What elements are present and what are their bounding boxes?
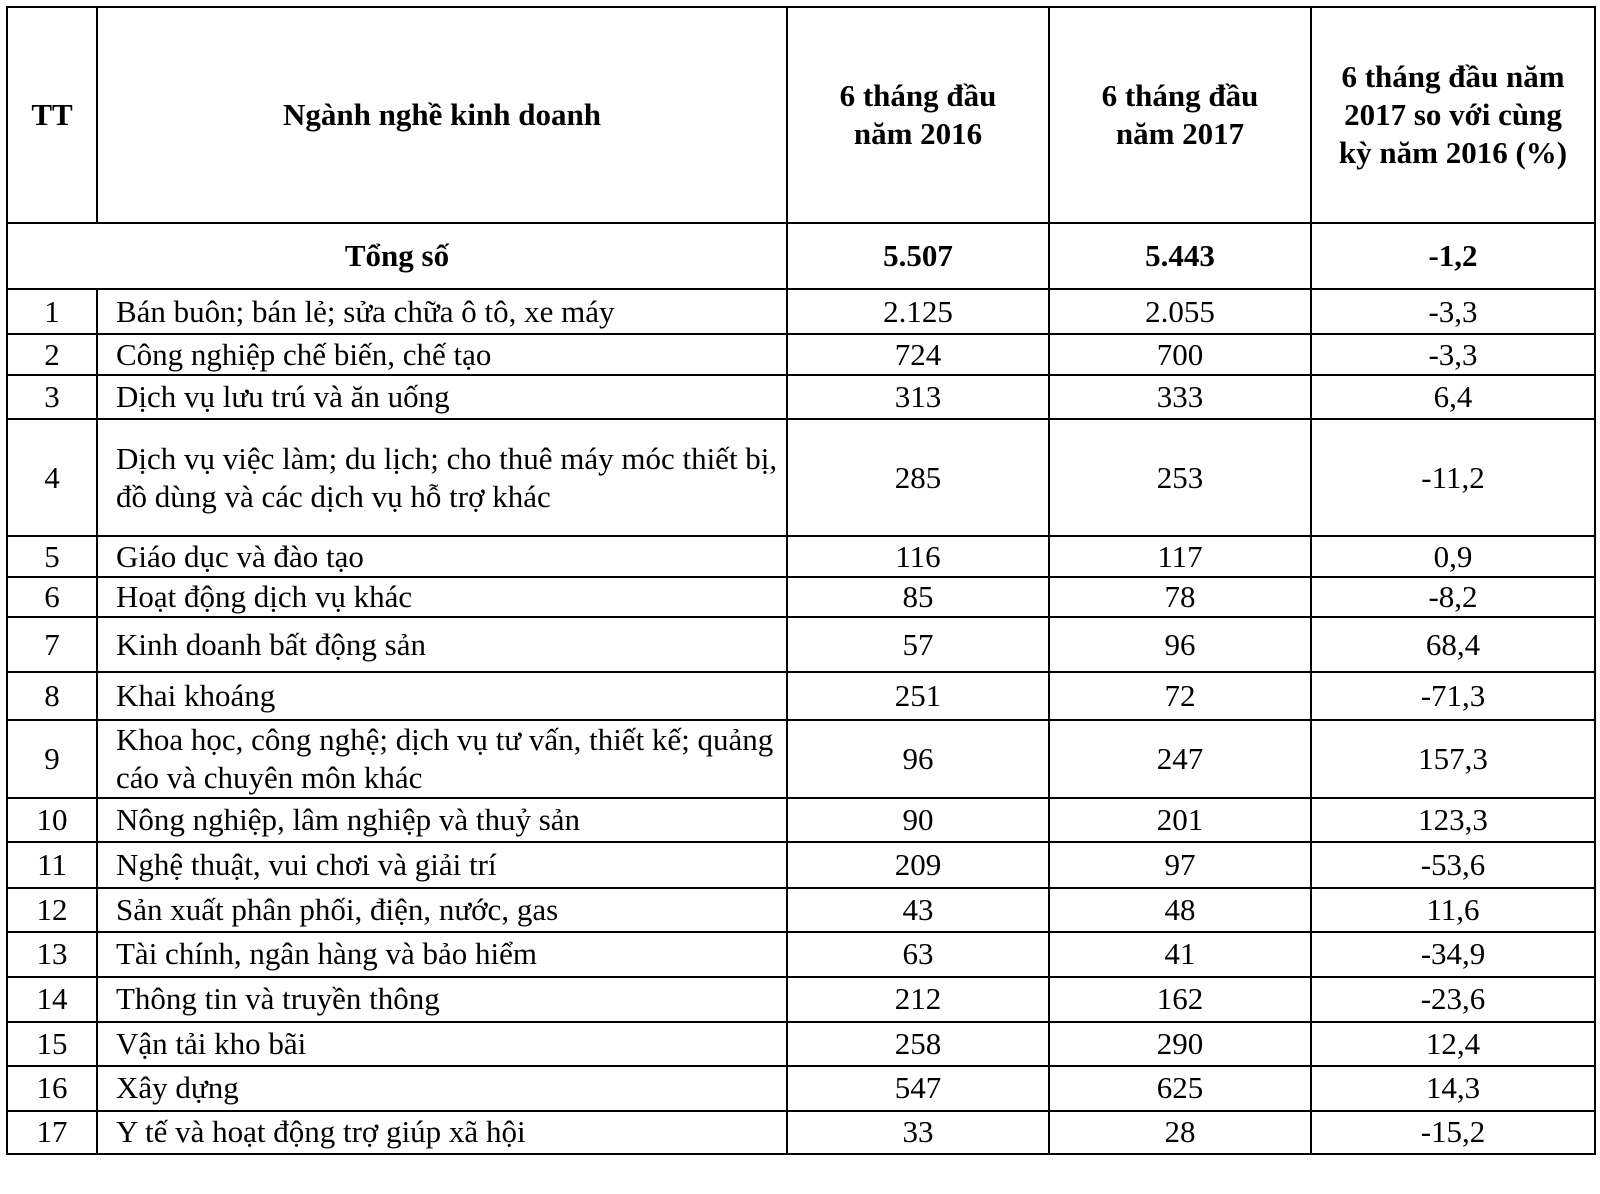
row-change-percent: 157,3 bbox=[1311, 720, 1595, 798]
row-value-2016: 43 bbox=[787, 888, 1049, 932]
col-header-change: 6 tháng đầu năm 2017 so với cùng kỳ năm 2016 (%) bbox=[1311, 7, 1595, 223]
row-industry-name: Thông tin và truyền thông bbox=[97, 977, 787, 1022]
row-value-2016: 57 bbox=[787, 617, 1049, 672]
col-header-2017: 6 tháng đầu năm 2017 bbox=[1049, 7, 1311, 223]
table-row bbox=[7, 977, 1595, 1022]
row-value-2017: 625 bbox=[1049, 1066, 1311, 1111]
row-industry-name: Dịch vụ việc làm; du lịch; cho thuê máy móc thiết bị, đồ dùng và các dịch vụ hỗ trợ khác bbox=[97, 419, 787, 536]
row-change-percent: -53,6 bbox=[1311, 842, 1595, 888]
row-value-2017: 247 bbox=[1049, 720, 1311, 798]
row-value-2016: 2.125 bbox=[787, 289, 1049, 334]
col-header-2016: 6 tháng đầu năm 2016 bbox=[787, 7, 1049, 223]
col-header-industry: Ngành nghề kinh doanh bbox=[97, 7, 787, 223]
row-value-2016: 33 bbox=[787, 1111, 1049, 1154]
total-change: -1,2 bbox=[1311, 223, 1595, 289]
row-industry-name: Khai khoáng bbox=[97, 672, 787, 720]
table-row bbox=[7, 1022, 1595, 1066]
industry-statistics-table bbox=[6, 6, 1596, 1155]
row-value-2017: 290 bbox=[1049, 1022, 1311, 1066]
row-tt: 11 bbox=[7, 842, 97, 888]
col-header-tt: TT bbox=[7, 7, 97, 223]
row-change-percent: -15,2 bbox=[1311, 1111, 1595, 1154]
row-value-2016: 63 bbox=[787, 932, 1049, 977]
table-row bbox=[7, 289, 1595, 334]
row-change-percent: -11,2 bbox=[1311, 419, 1595, 536]
row-change-percent: 6,4 bbox=[1311, 375, 1595, 419]
row-industry-name: Công nghiệp chế biến, chế tạo bbox=[97, 334, 787, 375]
total-row bbox=[7, 223, 1595, 289]
row-value-2017: 700 bbox=[1049, 334, 1311, 375]
row-value-2017: 48 bbox=[1049, 888, 1311, 932]
row-value-2016: 285 bbox=[787, 419, 1049, 536]
row-tt: 4 bbox=[7, 419, 97, 536]
table-row bbox=[7, 419, 1595, 536]
row-industry-name: Hoạt động dịch vụ khác bbox=[97, 577, 787, 617]
row-value-2016: 209 bbox=[787, 842, 1049, 888]
row-change-percent: -8,2 bbox=[1311, 577, 1595, 617]
row-tt: 8 bbox=[7, 672, 97, 720]
row-value-2017: 333 bbox=[1049, 375, 1311, 419]
row-value-2017: 162 bbox=[1049, 977, 1311, 1022]
row-industry-name: Dịch vụ lưu trú và ăn uống bbox=[97, 375, 787, 419]
table-row bbox=[7, 617, 1595, 672]
row-value-2016: 258 bbox=[787, 1022, 1049, 1066]
row-tt: 16 bbox=[7, 1066, 97, 1111]
row-change-percent: 12,4 bbox=[1311, 1022, 1595, 1066]
row-change-percent: -34,9 bbox=[1311, 932, 1595, 977]
row-industry-name: Vận tải kho bãi bbox=[97, 1022, 787, 1066]
row-change-percent: 123,3 bbox=[1311, 798, 1595, 842]
table-row bbox=[7, 1066, 1595, 1111]
row-change-percent: -71,3 bbox=[1311, 672, 1595, 720]
row-industry-name: Khoa học, công nghệ; dịch vụ tư vấn, thiết kế; quảng cáo và chuyên môn khác bbox=[97, 720, 787, 798]
row-value-2016: 251 bbox=[787, 672, 1049, 720]
table-row bbox=[7, 888, 1595, 932]
row-change-percent: 11,6 bbox=[1311, 888, 1595, 932]
row-value-2017: 41 bbox=[1049, 932, 1311, 977]
table-row bbox=[7, 334, 1595, 375]
row-change-percent: -3,3 bbox=[1311, 289, 1595, 334]
table-row bbox=[7, 672, 1595, 720]
row-tt: 3 bbox=[7, 375, 97, 419]
row-industry-name: Nghệ thuật, vui chơi và giải trí bbox=[97, 842, 787, 888]
row-value-2017: 97 bbox=[1049, 842, 1311, 888]
row-value-2016: 313 bbox=[787, 375, 1049, 419]
row-value-2017: 253 bbox=[1049, 419, 1311, 536]
row-value-2016: 96 bbox=[787, 720, 1049, 798]
row-tt: 13 bbox=[7, 932, 97, 977]
row-value-2017: 28 bbox=[1049, 1111, 1311, 1154]
table-row bbox=[7, 536, 1595, 577]
total-2017: 5.443 bbox=[1049, 223, 1311, 289]
row-value-2016: 85 bbox=[787, 577, 1049, 617]
row-tt: 15 bbox=[7, 1022, 97, 1066]
total-label: Tổng số bbox=[7, 223, 787, 289]
row-change-percent: 0,9 bbox=[1311, 536, 1595, 577]
row-value-2016: 90 bbox=[787, 798, 1049, 842]
table-row bbox=[7, 842, 1595, 888]
row-value-2017: 2.055 bbox=[1049, 289, 1311, 334]
row-tt: 1 bbox=[7, 289, 97, 334]
table-row bbox=[7, 577, 1595, 617]
row-industry-name: Giáo dục và đào tạo bbox=[97, 536, 787, 577]
table-row bbox=[7, 932, 1595, 977]
row-value-2016: 547 bbox=[787, 1066, 1049, 1111]
row-change-percent: -3,3 bbox=[1311, 334, 1595, 375]
row-tt: 5 bbox=[7, 536, 97, 577]
total-2016: 5.507 bbox=[787, 223, 1049, 289]
row-tt: 2 bbox=[7, 334, 97, 375]
row-industry-name: Sản xuất phân phối, điện, nước, gas bbox=[97, 888, 787, 932]
row-change-percent: 68,4 bbox=[1311, 617, 1595, 672]
row-tt: 9 bbox=[7, 720, 97, 798]
row-value-2016: 116 bbox=[787, 536, 1049, 577]
row-value-2016: 212 bbox=[787, 977, 1049, 1022]
table-row bbox=[7, 720, 1595, 798]
table-row bbox=[7, 1111, 1595, 1154]
row-value-2017: 72 bbox=[1049, 672, 1311, 720]
table-row bbox=[7, 798, 1595, 842]
row-industry-name: Tài chính, ngân hàng và bảo hiểm bbox=[97, 932, 787, 977]
row-industry-name: Kinh doanh bất động sản bbox=[97, 617, 787, 672]
row-industry-name: Y tế và hoạt động trợ giúp xã hội bbox=[97, 1111, 787, 1154]
row-tt: 10 bbox=[7, 798, 97, 842]
row-tt: 17 bbox=[7, 1111, 97, 1154]
row-industry-name: Xây dựng bbox=[97, 1066, 787, 1111]
row-tt: 6 bbox=[7, 577, 97, 617]
row-value-2017: 78 bbox=[1049, 577, 1311, 617]
row-value-2017: 96 bbox=[1049, 617, 1311, 672]
row-change-percent: 14,3 bbox=[1311, 1066, 1595, 1111]
row-industry-name: Bán buôn; bán lẻ; sửa chữa ô tô, xe máy bbox=[97, 289, 787, 334]
row-tt: 12 bbox=[7, 888, 97, 932]
row-value-2017: 117 bbox=[1049, 536, 1311, 577]
table-row bbox=[7, 375, 1595, 419]
row-tt: 7 bbox=[7, 617, 97, 672]
header-row bbox=[7, 7, 1595, 223]
row-value-2016: 724 bbox=[787, 334, 1049, 375]
row-change-percent: -23,6 bbox=[1311, 977, 1595, 1022]
row-industry-name: Nông nghiệp, lâm nghiệp và thuỷ sản bbox=[97, 798, 787, 842]
row-value-2017: 201 bbox=[1049, 798, 1311, 842]
row-tt: 14 bbox=[7, 977, 97, 1022]
